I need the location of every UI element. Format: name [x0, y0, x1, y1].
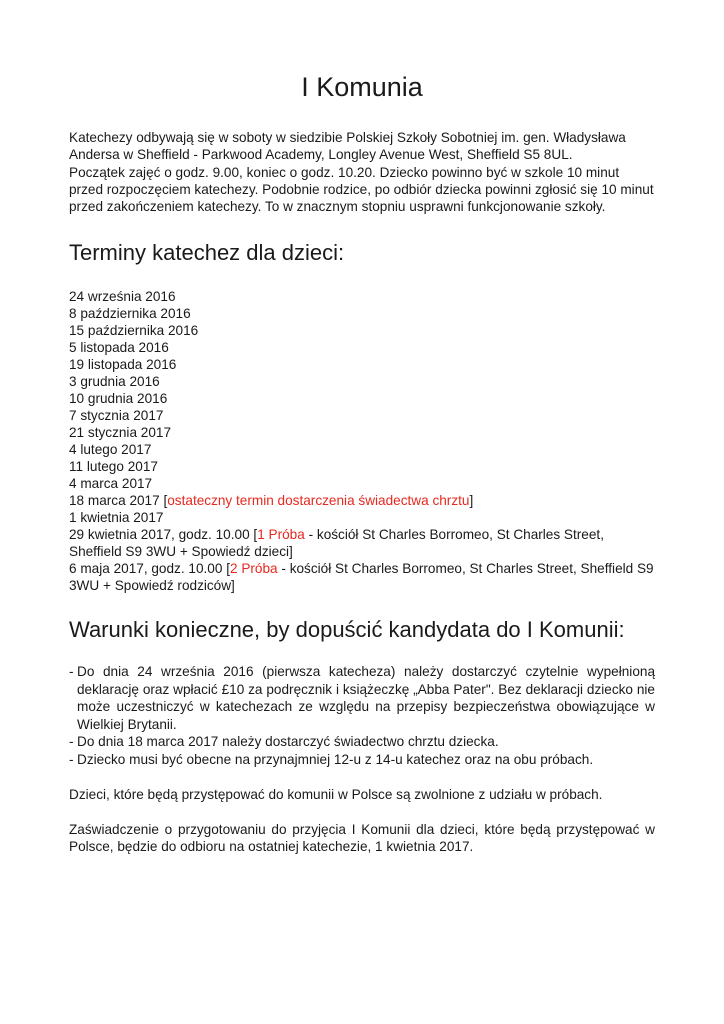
page-title: I Komunia	[301, 72, 423, 102]
certificate-note: Zaświadczenie o przygotowaniu do przyjęcia I Komunii dla dzieci, które będą przystępować w Polsce, będzie do odbioru na ostatniej katechezie, 1 kwietnia 2017.	[69, 821, 655, 855]
date-item: 15 października 2016	[69, 323, 199, 339]
date-item: 5 listopada 2016	[69, 340, 169, 356]
list-dash: -	[69, 664, 74, 680]
date-item: 21 stycznia 2017	[69, 425, 172, 441]
intro-location-paragraph: Katechezy odbywają się w soboty w siedzibie Polskiej Szkoły Sobotniej im. gen. Władysława Andersa w Sheffield - Parkwood Academy, Longley Avenue West, Sheffield S5 8UL.	[69, 130, 626, 163]
list-dash: -	[69, 734, 74, 750]
date-item: 11 lutego 2017	[69, 459, 158, 475]
date-item-baptism-deadline	[69, 492, 655, 509]
schedule-dates-list	[69, 288, 655, 594]
deadline-highlight: ostateczny termin dostarczenia świadectwa chrztu	[167, 493, 470, 509]
date-text: 18 marca 2017 [	[69, 493, 168, 509]
intro-timing-paragraph: Początek zajęć o godz. 9.00, koniec o godz. 10.20. Dziecko powinno być w szkole 10 minut przed rozpoczęciem katechezy. Podobnie rodzice, po odbiór dziecka powinni zgłosić się 10 minut przed zakończeniem katechezy. To w znacznym stopniu usprawni funkcjonowanie szkoły.	[69, 164, 654, 215]
date-item: 7 stycznia 2017	[69, 408, 164, 424]
exemption-note: Dzieci, które będą przystępować do komunii w Polsce są zwolnione z udziału w próbach.	[69, 787, 603, 803]
date-item: 19 listopada 2016	[69, 357, 177, 373]
list-dash: -	[69, 751, 74, 767]
date-item: 3 grudnia 2016	[69, 374, 160, 390]
rehearsal-details: - kościół St Charles Borromeo, St Charles Street, Sheffield S9 3WU + Spowiedź rodziców]	[69, 561, 654, 594]
date-item-rehearsal-1	[69, 526, 655, 560]
date-item: 8 października 2016	[69, 306, 191, 322]
condition-text: Do dnia 24 września 2016 (pierwsza katecheza) należy dostarczyć czytelnie wypełnioną deklarację oraz wpłacić £10 za podręcznik i książeczkę „Abba Pater". Bez deklaracji dziecko nie może uczestniczyć w katechezach ze względu na przepisy bezpieczeństwa obowiązujące w Wielkiej Brytanii.	[77, 664, 655, 732]
date-item-rehearsal-2	[69, 560, 655, 594]
conditions-list	[69, 663, 655, 768]
date-text: 6 maja 2017, godz. 10.00 [	[69, 561, 230, 577]
date-item: 24 września 2016	[69, 289, 176, 305]
bracket-close: ]	[469, 493, 474, 509]
rehearsal-highlight: 1 Próba	[257, 527, 305, 543]
rehearsal-highlight: 2 Próba	[229, 561, 278, 577]
conditions-heading: Warunki konieczne, by dopuścić kandydata do I Komunii:	[69, 617, 625, 643]
condition-item	[69, 733, 655, 751]
condition-item	[69, 663, 655, 733]
date-item: 4 marca 2017	[69, 476, 153, 492]
condition-text: Do dnia 18 marca 2017 należy dostarczyć świadectwo chrztu dziecka.	[77, 734, 499, 750]
date-item: 10 grudnia 2016	[69, 391, 168, 407]
condition-text: Dziecko musi być obecne na przynajmniej 12-u z 14-u katechez oraz na obu próbach.	[77, 751, 594, 767]
date-item: 1 kwietnia 2017	[69, 510, 164, 526]
date-item: 4 lutego 2017	[69, 442, 152, 458]
date-text: 29 kwietnia 2017, godz. 10.00 [	[69, 527, 258, 543]
condition-item	[69, 751, 655, 769]
rehearsal-details: - kościół St Charles Borromeo, St Charles Street, Sheffield S9 3WU + Spowiedź dzieci]	[69, 527, 604, 560]
schedule-heading: Terminy katechez dla dzieci:	[69, 240, 345, 266]
intro-section	[69, 129, 655, 215]
document-page	[69, 0, 655, 856]
